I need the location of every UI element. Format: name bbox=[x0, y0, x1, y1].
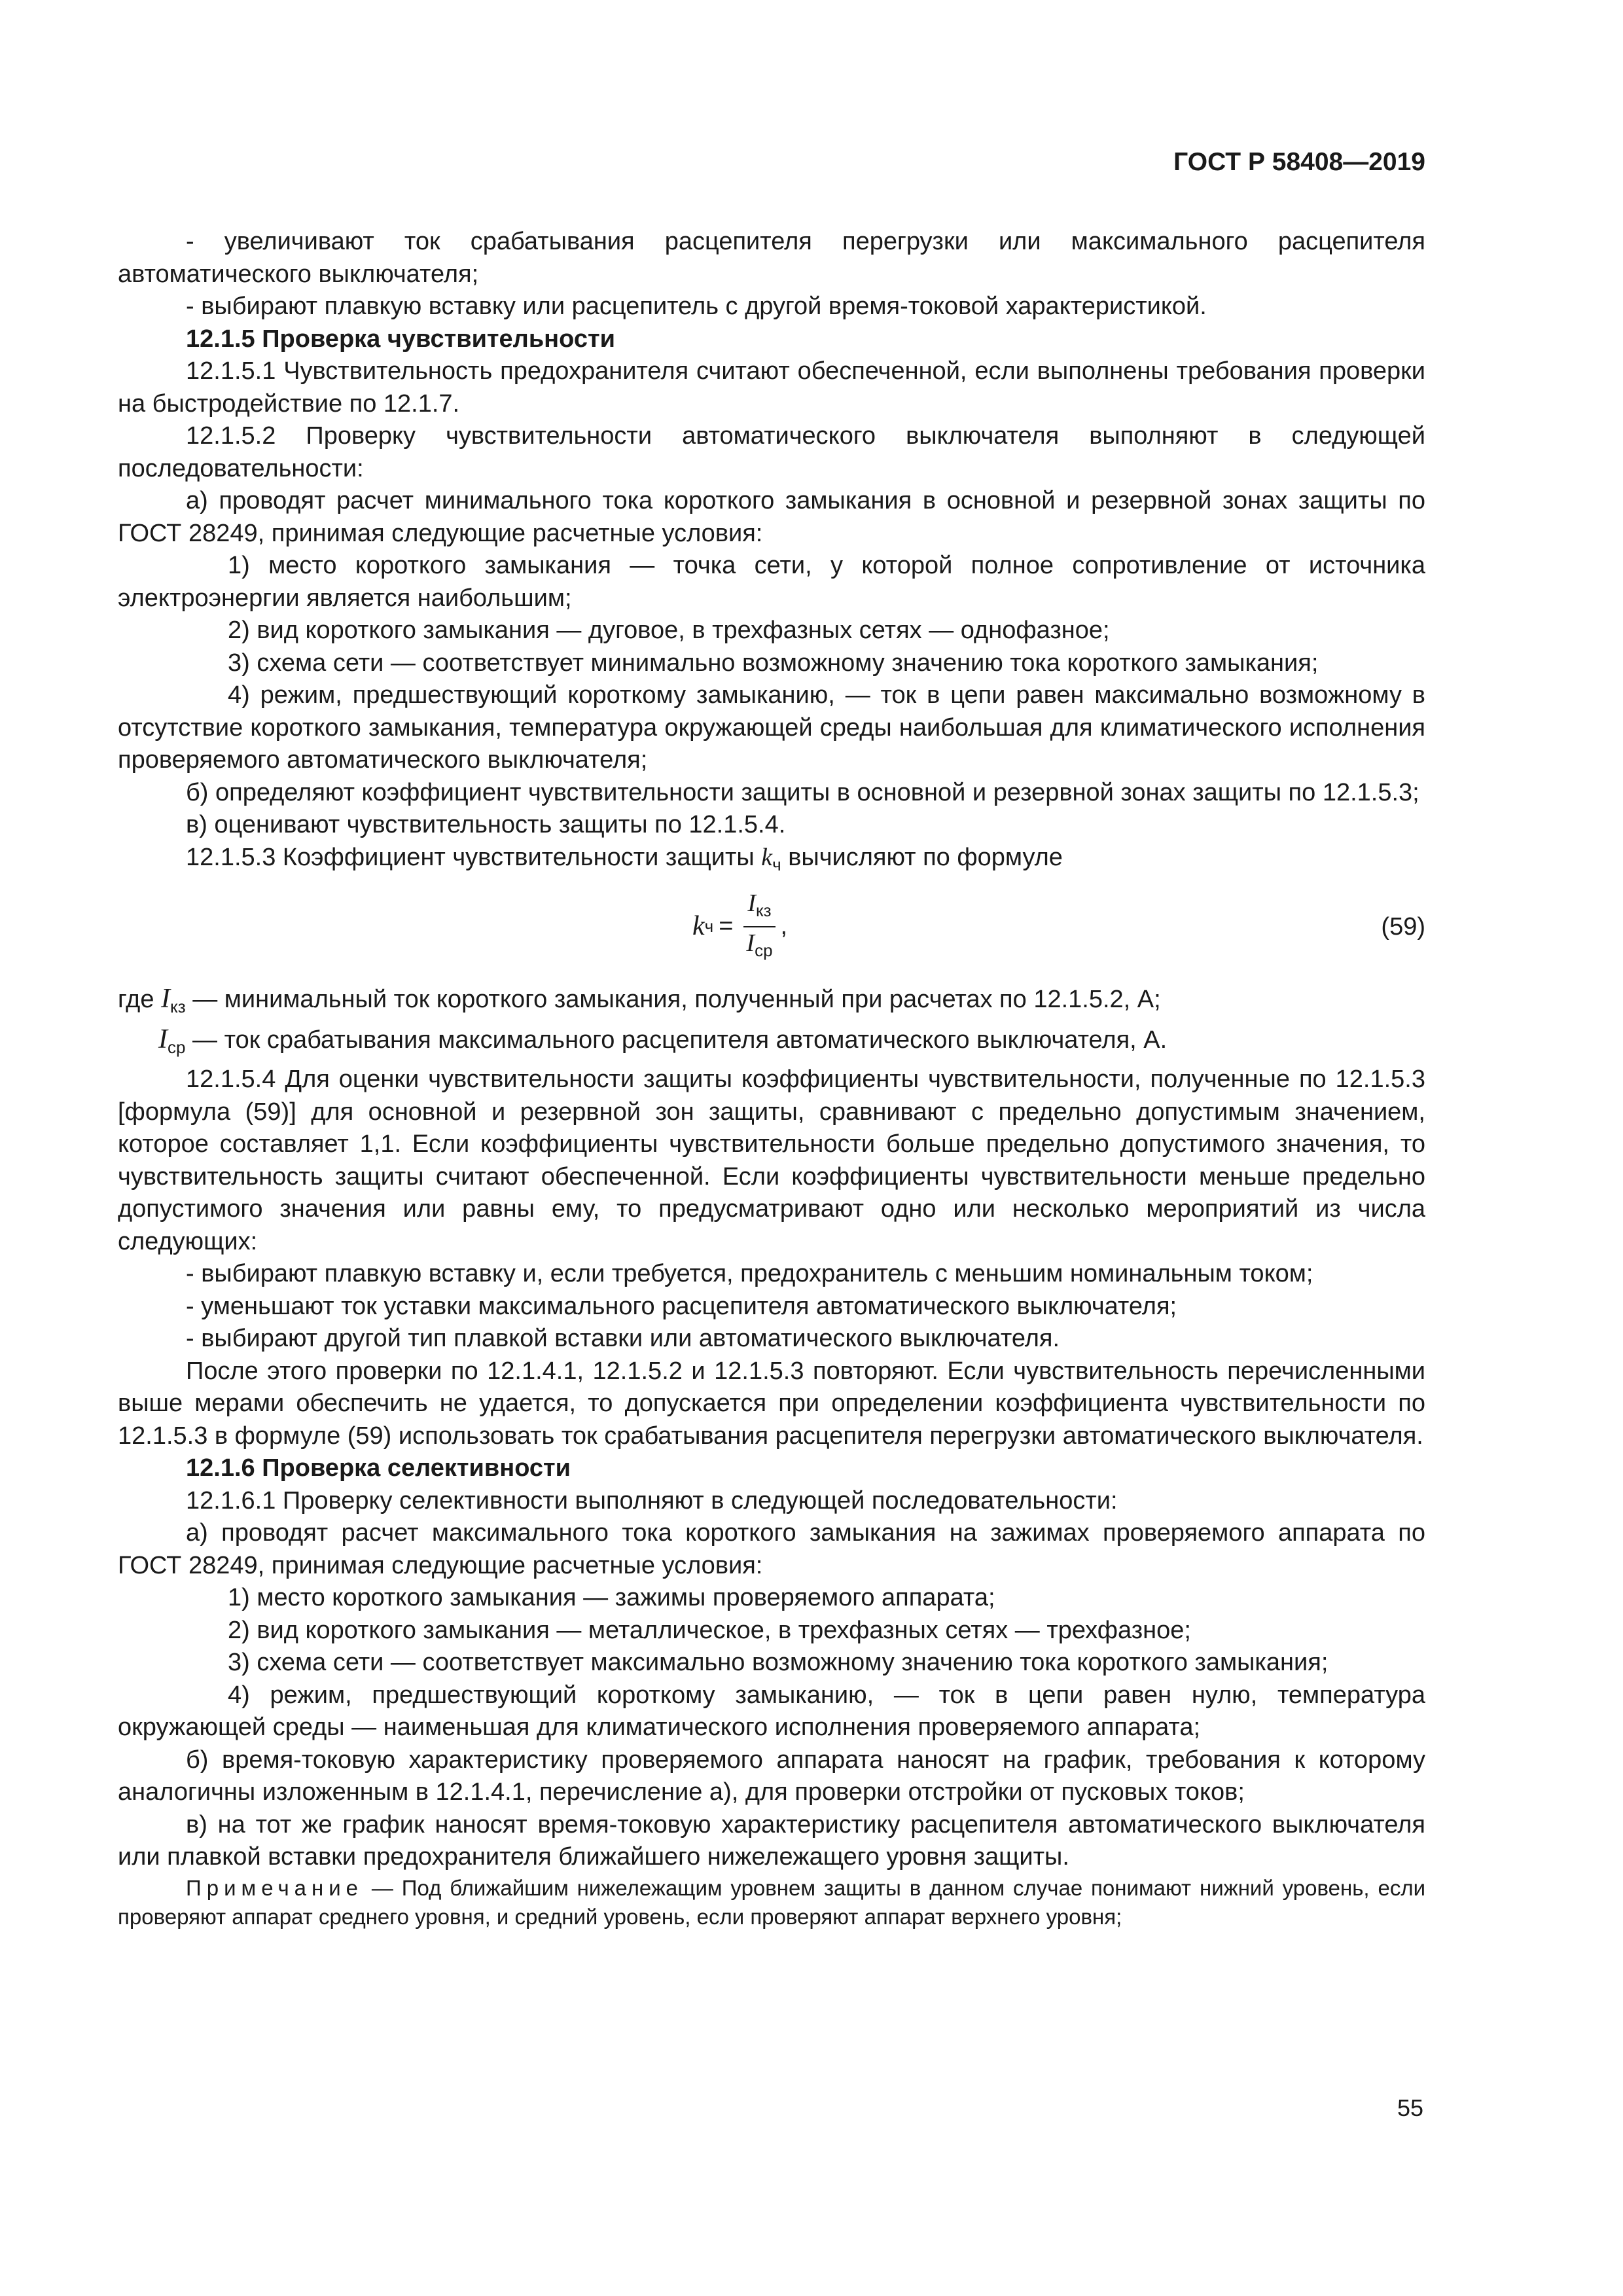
list-item: - уменьшают ток уставки максимального расцепителя автоматического выключателя; bbox=[186, 1292, 1177, 1320]
list-item: б) определяют коэффициент чувствительности защиты в основной и резервной зонах защиты по 12.1.5.3; bbox=[186, 778, 1419, 806]
standard-header: ГОСТ Р 58408—2019 bbox=[1173, 148, 1425, 176]
section-heading-12-1-5: 12.1.5 Проверка чувствительности bbox=[186, 325, 615, 353]
paragraph: - увеличивают ток срабатывания расцепителя перегрузки или максимального расцепителя автоматического выключателя; bbox=[118, 228, 1425, 288]
i-sr-subscript: ср bbox=[755, 941, 773, 960]
fraction bbox=[742, 889, 776, 965]
section-heading-12-1-6: 12.1.6 Проверка селективности bbox=[186, 1454, 571, 1482]
i-sr-subscript: ср bbox=[168, 1037, 186, 1057]
list-item: в) на тот же график наносят время-токовую характеристику расцепителя автоматического выключателя или плавкой вставки предохранителя ближайшего нижележащего уровня защиты. bbox=[118, 1810, 1425, 1871]
sub-list-item: 3) схема сети — соответствует максимально возможному значению тока короткого замыкания; bbox=[228, 1649, 1329, 1676]
equals-sign: = bbox=[719, 912, 734, 941]
list-item: в) оценивают чувствительность защиты по 12.1.5.4. bbox=[186, 811, 786, 838]
sub-list-item: 2) вид короткого замыкания — дуговое, в трехфазных сетях — однофазное; bbox=[228, 617, 1110, 644]
where-line-isr bbox=[118, 1024, 1425, 1064]
k-subscript: ч bbox=[772, 854, 781, 874]
formula-expression bbox=[692, 889, 787, 965]
i-kz-subscript: кз bbox=[170, 997, 186, 1016]
formula-comma: , bbox=[780, 912, 788, 941]
paragraph: 12.1.6.1 Проверку селективности выполняют в следующей последовательности: bbox=[186, 1486, 1118, 1515]
list-item: - выбирают плавкую вставку и, если требуется, предохранитель с меньшим номинальным током; bbox=[186, 1260, 1313, 1287]
k-symbol: k bbox=[761, 843, 773, 871]
i-symbol: I bbox=[161, 984, 171, 1014]
formula-intro-tail: вычисляют по формуле bbox=[788, 843, 1063, 871]
note bbox=[118, 1874, 1425, 1931]
i-symbol: I bbox=[747, 889, 756, 917]
page-number: 55 bbox=[1397, 2094, 1423, 2121]
formula-59 bbox=[118, 885, 1425, 977]
where-ikz-text: — минимальный ток короткого замыкания, полученный при расчетах по 12.1.5.2, А; bbox=[192, 986, 1161, 1013]
where-line-ikz bbox=[118, 983, 1425, 1024]
list-item: а) проводят расчет максимального тока короткого замыкания на зажимах проверяемого аппарата по ГОСТ 28249, принимая следующие расчетные условия: bbox=[118, 1519, 1425, 1579]
sub-list-item: 2) вид короткого замыкания — металлическое, в трехфазных сетях — трехфазное; bbox=[228, 1616, 1191, 1644]
sub-list-item: 1) место короткого замыкания — зажимы проверяемого аппарата; bbox=[228, 1584, 995, 1611]
sub-list-item: 4) режим, предшествующий короткому замыканию, — ток в цепи равен нулю, температура окружающей среды — наименьшая для климатического исполнения проверяемого аппарата; bbox=[118, 1681, 1425, 1741]
paragraph-formula-intro bbox=[118, 842, 1425, 882]
i-symbol: I bbox=[158, 1024, 168, 1054]
i-kz-subscript: кз bbox=[756, 901, 772, 920]
note-label: Примечание bbox=[186, 1875, 364, 1900]
list-item: а) проводят расчет минимального тока короткого замыкания в основной и резервной зонах защиты по ГОСТ 28249, принимая следующие расчетные условия: bbox=[118, 487, 1425, 547]
list-item: - выбирают другой тип плавкой вставки или автоматического выключателя. bbox=[186, 1325, 1060, 1352]
where-prefix: где bbox=[118, 986, 154, 1013]
note-text: — Под ближайшим нижележащим уровнем защиты в данном случае понимают нижний уровень, если проверяют аппарат среднего уровня, и средний уровень, если проверяют аппарат верхнего уровня; bbox=[118, 1875, 1426, 1929]
document-body bbox=[118, 226, 1425, 1931]
formula-number: (59) bbox=[1381, 913, 1425, 941]
sub-list-item: 4) режим, предшествующий короткому замыканию, — ток в цепи равен максимально возможному в отсутствие короткого замыкания, температура окружающей среды наибольшая для климатического исполнения проверяемого автоматического выключателя; bbox=[118, 681, 1425, 774]
formula-intro-text: 12.1.5.3 Коэффициент чувствительности защиты bbox=[186, 843, 755, 871]
sub-list-item: 3) схема сети — соответствует минимально возможному значению тока короткого замыкания; bbox=[228, 649, 1319, 677]
sub-list-item: 1) место короткого замыкания — точка сети, у которой полное сопротивление от источника электроэнергии является наибольшим; bbox=[118, 552, 1425, 612]
paragraph: 12.1.5.1 Чувствительность предохранителя считают обеспеченной, если выполнены требования проверки на быстродействие по 12.1.7. bbox=[118, 357, 1425, 418]
list-item: б) время-токовую характеристику проверяемого аппарата наносят на график, требования к которому аналогичны изложенным в 12.1.4.1, перечисление а), для проверки отстройки от пусковых токов; bbox=[118, 1746, 1425, 1806]
paragraph: - выбирают плавкую вставку или расцепитель с другой время-токовой характеристикой. bbox=[186, 293, 1207, 320]
fraction-denominator bbox=[742, 927, 776, 965]
paragraph: 12.1.5.2 Проверку чувствительности автоматического выключателя выполняют в следующей последовательности: bbox=[118, 422, 1425, 482]
fraction-numerator bbox=[743, 889, 775, 927]
k-subscript: ч bbox=[704, 916, 714, 937]
i-symbol: I bbox=[746, 929, 755, 957]
where-isr-text: — ток срабатывания максимального расцепителя автоматического выключателя, А. bbox=[192, 1026, 1168, 1054]
paragraph: 12.1.5.4 Для оценки чувствительности защиты коэффициенты чувствительности, полученные по 12.1.5.3 [формула (59)] для основной и резервной зон защиты, сравнивают с предельно допустимым значением, которое составляет 1,1. Если коэффициенты чувствительности больше предельно допустимого значения, то чувствительность защиты считают обеспеченной. Если коэффициенты чувствительности меньше предельно допустимого значения или равны ему, то предусматривают одно или несколько мероприятий из числа следующих: bbox=[118, 1066, 1425, 1255]
paragraph: После этого проверки по 12.1.4.1, 12.1.5.2 и 12.1.5.3 повторяют. Если чувствительность перечисленными выше мерами обеспечить не удается, то допускается при определении коэффициента чувствительности по 12.1.5.3 в формуле (59) использовать ток срабатывания расцепителя перегрузки автоматического выключателя. bbox=[118, 1357, 1425, 1450]
k-symbol: k bbox=[692, 911, 705, 942]
